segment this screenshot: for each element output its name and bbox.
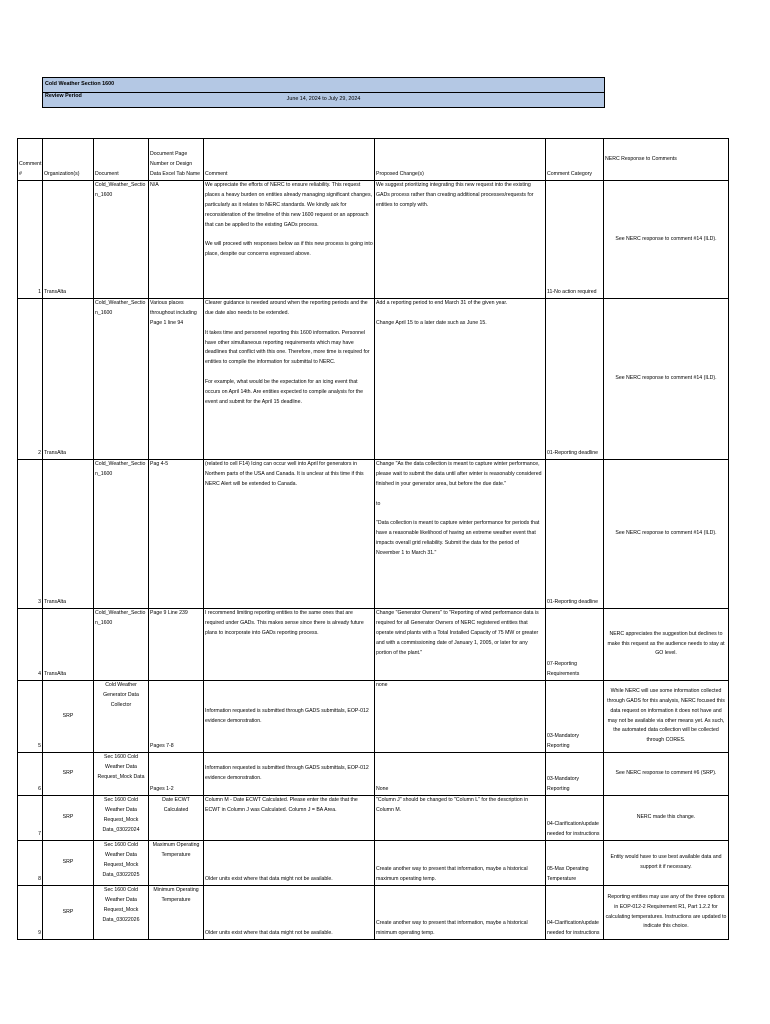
- comment-number: 3: [18, 460, 43, 609]
- comment-text: Column M - Date ECWT Calculated. Please enter the date that the ECWT in Column J was Calculated. Column J = BA Area.: [204, 796, 375, 841]
- proposed-change: We suggest prioritizing integrating this new request into the existing GADs process rather than creating additional processes/requests for entities to comply with.: [375, 181, 546, 299]
- page-reference: Maximum Operating Temperature: [149, 841, 204, 886]
- document-name: Cold_Weather_Section_1600: [94, 460, 149, 609]
- comment-category: 01-Reporting deadline: [546, 460, 604, 609]
- proposed-change: Change "Generator Owners" to "Reporting of wind performance data is required for all Generator Owners of NERC registered entities that operate wind plants with a Total Installed Capacity of 75 MW or greater and with a commissioning date of January 1, 2005, or later for any portion of the plant.": [375, 609, 546, 681]
- organization: SRP: [43, 796, 94, 841]
- proposed-change: Create another way to present that information, maybe a historical maximum operating temp.: [375, 841, 546, 886]
- comment-number: 9: [18, 886, 43, 940]
- table-row: [18, 460, 729, 609]
- proposed-change: none: [375, 681, 546, 753]
- document-name: Cold Weather Generator Data Collector: [94, 681, 149, 753]
- proposed-change: Create another way to present that information, maybe a historical minimum operating temp.: [375, 886, 546, 940]
- comment-text: Information requested is submitted through GADS submittals, EOP-012 evidence demonstration.: [204, 753, 375, 796]
- document-name: Sec 1600 Cold Weather Data Request_Mock Data_03022025: [94, 841, 149, 886]
- document-name: Sec 1600 Cold Weather Data Request_Mock Data_03022026: [94, 886, 149, 940]
- page-reference: Minimum Operating Temperature: [149, 886, 204, 940]
- organization: TransAlta: [43, 460, 94, 609]
- col-header-comment: Comment: [204, 139, 375, 181]
- comment-text: I recommend limiting reporting entities to the same ones that are required under GADs. This makes sense since there is already future plans to incorporate into GADs reporting process.: [204, 609, 375, 681]
- comment-category: 03-Mandatory Reporting: [546, 681, 604, 753]
- comment-text: (related to cell F14) Icing can occur well into April for generators in Northern parts of the USA and Canada. It is unclear at this time if this NERC Alert will be extended to Canada.: [204, 460, 375, 609]
- nerc-response: See NERC response to comment #14 (ILD).: [604, 460, 729, 609]
- col-header-change: Proposed Change(s): [375, 139, 546, 181]
- table-row: [18, 181, 729, 299]
- comment-number: 6: [18, 753, 43, 796]
- table-row: [18, 609, 729, 681]
- organization: SRP: [43, 841, 94, 886]
- comment-number: 8: [18, 841, 43, 886]
- proposed-change: Change "As the data collection is meant to capture winter performance, please wait to submit the data until after winter is reasonably considered finished in your generator area, but before the due date." to "Data collection is meant to capture winter performance for periods that have a reasonable likelihood of having an extreme weather event that impacts overall grid reliability. Submit the data for the period of November 1 to March 31.": [375, 460, 546, 609]
- comment-text: Clearer guidance is needed around when the reporting periods and the due date also needs to be extended. It takes time and personnel reporting this 1600 information. Personnel have other simultaneous reporting requirements which may have deadlines that conflict with this one. Therefore, more time is required for entities to compile the information for submittal to NERC. For example, what would be the expectation for an icing event that occurs on April 14th. Are entities expected to compile analysis for the event and submit for the April 15 deadline.: [204, 299, 375, 460]
- col-header-page: Document Page Number or Design Data Excel Tab Name: [149, 139, 204, 181]
- nerc-response: Reporting entities may use any of the three options in EOP-012-2 Requirement R1, Part 1.2.2 for calculating temperatures. Instructions are updated to indicate this choice.: [604, 886, 729, 940]
- comment-number: 1: [18, 181, 43, 299]
- document-name: Cold_Weather_Section_1600: [94, 609, 149, 681]
- comment-text: We appreciate the efforts of NERC to ensure reliability. This request places a heavy burden on entities already managing significant changes, particularly as it relates to NERC standards. We kindly ask for reconsideration of the timeline of this new 1600 request or an approach that can be applied to the existing GADs process. We will proceed with responses below as if this new process is going into place, despite our concerns expressed above.: [204, 181, 375, 299]
- table-row: [18, 681, 729, 753]
- table-row: [18, 796, 729, 841]
- comments-table: [17, 138, 729, 940]
- organization: SRP: [43, 753, 94, 796]
- comment-number: 5: [18, 681, 43, 753]
- table-header-row: [18, 139, 729, 181]
- page-reference: Pages 1-2: [149, 753, 204, 796]
- comment-category: 07-Reporting Requirements: [546, 609, 604, 681]
- proposed-change: Add a reporting period to end March 31 of the given year. Change April 15 to a later date such as June 15.: [375, 299, 546, 460]
- nerc-response: See NERC response to comment #14 (ILD).: [604, 181, 729, 299]
- table-row: [18, 841, 729, 886]
- comment-number: 7: [18, 796, 43, 841]
- proposed-change: "Column J" should be changed to "Column L" for the description in Column M.: [375, 796, 546, 841]
- organization: TransAlta: [43, 299, 94, 460]
- comment-category: 04-Clarification/update needed for instructions: [546, 886, 604, 940]
- page-reference: Page 9 Line 239: [149, 609, 204, 681]
- table-row: [18, 753, 729, 796]
- proposed-change: None: [375, 753, 546, 796]
- comment-category: 03-Mandatory Reporting: [546, 753, 604, 796]
- col-header-doc: Document: [94, 139, 149, 181]
- review-period-label: Review Period: [45, 93, 82, 99]
- comment-text: Older units exist where that data might not be available.: [204, 886, 375, 940]
- page-reference: Various places throughout including Page 1 line 94: [149, 299, 204, 460]
- comment-number: 2: [18, 299, 43, 460]
- nerc-response: NERC made this change.: [604, 796, 729, 841]
- col-header-num: Comment #: [18, 139, 43, 181]
- organization: TransAlta: [43, 609, 94, 681]
- col-header-response: NERC Response to Comments: [604, 139, 729, 181]
- review-period-value: June 14, 2024 to July 29, 2024: [286, 96, 361, 103]
- table-row: [18, 299, 729, 460]
- page-reference: Date ECWT Calculated: [149, 796, 204, 841]
- table-row: [18, 886, 729, 940]
- organization: SRP: [43, 681, 94, 753]
- section-label: Cold Weather Section 1600: [43, 78, 605, 93]
- nerc-response: NERC appreciates the suggestion but declines to make this request as the audience needs to stay at GO level.: [604, 609, 729, 681]
- document-name: Sec 1600 Cold Weather Data Request_Mock Data_03022024: [94, 796, 149, 841]
- review-period-row: [43, 93, 605, 108]
- page-reference: Pag 4-5: [149, 460, 204, 609]
- document-name: Cold_Weather_Section_1600: [94, 181, 149, 299]
- nerc-response: While NERC will use some information collected through GADS for this analysis, NERC focused this data request on information it does not have and may not be available via other means yet. As such, the automated data collection will be collected through CORES.: [604, 681, 729, 753]
- comment-category: 04-Clarification/update needed for instructions: [546, 796, 604, 841]
- page-reference: N/A: [149, 181, 204, 299]
- comment-category: 11-No action required: [546, 181, 604, 299]
- document-name: Sec 1600 Cold Weather Data Request_Mock Data: [94, 753, 149, 796]
- comment-number: 4: [18, 609, 43, 681]
- organization: TransAlta: [43, 181, 94, 299]
- document-name: Cold_Weather_Section_1600: [94, 299, 149, 460]
- col-header-org: Organization(s): [43, 139, 94, 181]
- comment-text: Older units exist where that data might not be available.: [204, 841, 375, 886]
- comment-text: Information requested is submitted through GADS submittals, EOP-012 evidence demonstration.: [204, 681, 375, 753]
- review-header: [42, 77, 605, 108]
- col-header-category: Comment Category: [546, 139, 604, 181]
- comment-category: 05-Max Operating Temperature: [546, 841, 604, 886]
- organization: SRP: [43, 886, 94, 940]
- page-reference: Pages 7-8: [149, 681, 204, 753]
- nerc-response: See NERC response to comment #6 (SRP).: [604, 753, 729, 796]
- comment-category: 01-Reporting deadline: [546, 299, 604, 460]
- nerc-response: See NERC response to comment #14 (ILD).: [604, 299, 729, 460]
- nerc-response: Entity would have to use best available data and support it if necessary.: [604, 841, 729, 886]
